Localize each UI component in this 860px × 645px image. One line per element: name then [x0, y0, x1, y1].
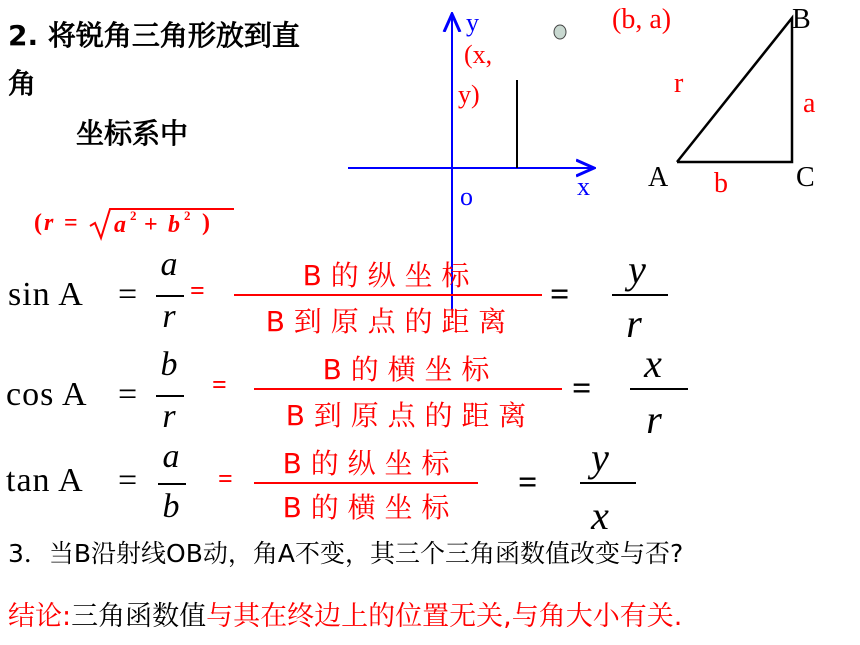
- tan-frac-bar: [158, 483, 186, 485]
- cos-frac-bar: [156, 395, 184, 397]
- tan-word-num: B 的 纵 坐 标: [282, 447, 450, 480]
- sin-final-den: r: [626, 301, 642, 346]
- tan-eq: =: [118, 462, 138, 499]
- point-label-line1: (x,: [464, 40, 493, 69]
- cos-final-bar: [630, 388, 688, 390]
- conclusion-part3: 与其在: [206, 601, 288, 632]
- cos-word-num: B 的 横 坐 标: [322, 353, 490, 386]
- triangle-vertex-c: C: [796, 162, 815, 193]
- question-text: 3．当B沿射线OB动，角A不变，其三个三角函数值改变与否?: [8, 539, 684, 568]
- triangle-side-r: r: [674, 68, 684, 99]
- sin-eq: =: [118, 276, 138, 313]
- triangle-side-a: a: [803, 88, 816, 119]
- radius-formula-a: a: [114, 212, 126, 238]
- radius-formula-r: r: [44, 210, 54, 236]
- point-label-line2: y): [458, 80, 480, 109]
- heading-line3: 坐标系中: [76, 117, 189, 150]
- radius-formula: [34, 206, 224, 242]
- radius-formula-a-exp: 2: [130, 208, 137, 223]
- tan-final-num: y: [591, 435, 609, 480]
- origin-label: o: [460, 182, 473, 211]
- sin-num: a: [160, 246, 178, 283]
- tan-word-den: B 的 横 坐 标: [282, 491, 450, 524]
- sin-func: sin A: [8, 276, 84, 313]
- sin-word-bar: [234, 294, 542, 296]
- cos-den: r: [162, 398, 176, 435]
- cos-num: b: [160, 346, 178, 383]
- cos-final-num: x: [644, 341, 662, 386]
- y-axis-label: y: [466, 8, 479, 37]
- triangle-side-b: b: [714, 168, 728, 199]
- triangle-vertex-a: A: [648, 162, 669, 193]
- heading-line2: 角: [8, 67, 37, 100]
- tan-final-den: x: [591, 493, 609, 538]
- x-axis-label: x: [577, 172, 590, 201]
- radius-formula-open: (: [34, 210, 42, 236]
- cos-eq-red: =: [212, 370, 227, 399]
- sin-eq-red: =: [190, 276, 205, 305]
- tan-den: b: [162, 488, 180, 525]
- conclusion-part4: 终边上的位置无关,: [287, 601, 512, 632]
- conclusion-label: 结论:: [8, 601, 72, 632]
- sin-den: r: [162, 298, 176, 335]
- radius-formula-eq: =: [64, 210, 78, 236]
- tan-final-bar: [580, 482, 636, 484]
- triangle-coord-label: (b, a): [612, 4, 672, 35]
- triangle-vertex-b: B: [792, 4, 811, 35]
- cos-word-den: B 到 原 点 的 距 离: [285, 399, 527, 432]
- sqrt-sign-icon: [88, 206, 238, 242]
- radius-formula-b: b: [168, 212, 180, 238]
- sin-final-num: y: [628, 247, 646, 292]
- tan-eq2: =: [518, 464, 538, 501]
- tan-num: a: [162, 438, 180, 475]
- cos-word-bar: [254, 388, 562, 390]
- conclusion-part5: 与角大小有关.: [511, 601, 683, 632]
- tan-eq-red: =: [218, 464, 233, 493]
- radius-formula-b-exp: 2: [184, 208, 191, 223]
- cos-final-den: r: [646, 397, 662, 442]
- radius-formula-close: ): [202, 210, 210, 236]
- radius-formula-plus: +: [144, 212, 158, 238]
- sin-eq2: =: [550, 276, 570, 313]
- conclusion: [8, 594, 682, 633]
- conclusion-part2: 三角函数值: [71, 601, 207, 632]
- cos-eq2: =: [572, 370, 592, 407]
- sin-word-num: B 的 纵 坐 标: [302, 259, 470, 292]
- tan-func: tan A: [6, 462, 84, 499]
- sin-frac-bar: [156, 295, 184, 297]
- sin-word-den: B 到 原 点 的 距 离: [265, 305, 507, 338]
- cos-func: cos A: [6, 376, 88, 413]
- tan-word-bar: [254, 482, 478, 484]
- heading-line1: 2. 将锐角三角形放到直: [8, 19, 300, 52]
- point-marker-icon: [554, 25, 566, 39]
- cos-eq: =: [118, 376, 138, 413]
- sin-final-bar: [612, 294, 668, 296]
